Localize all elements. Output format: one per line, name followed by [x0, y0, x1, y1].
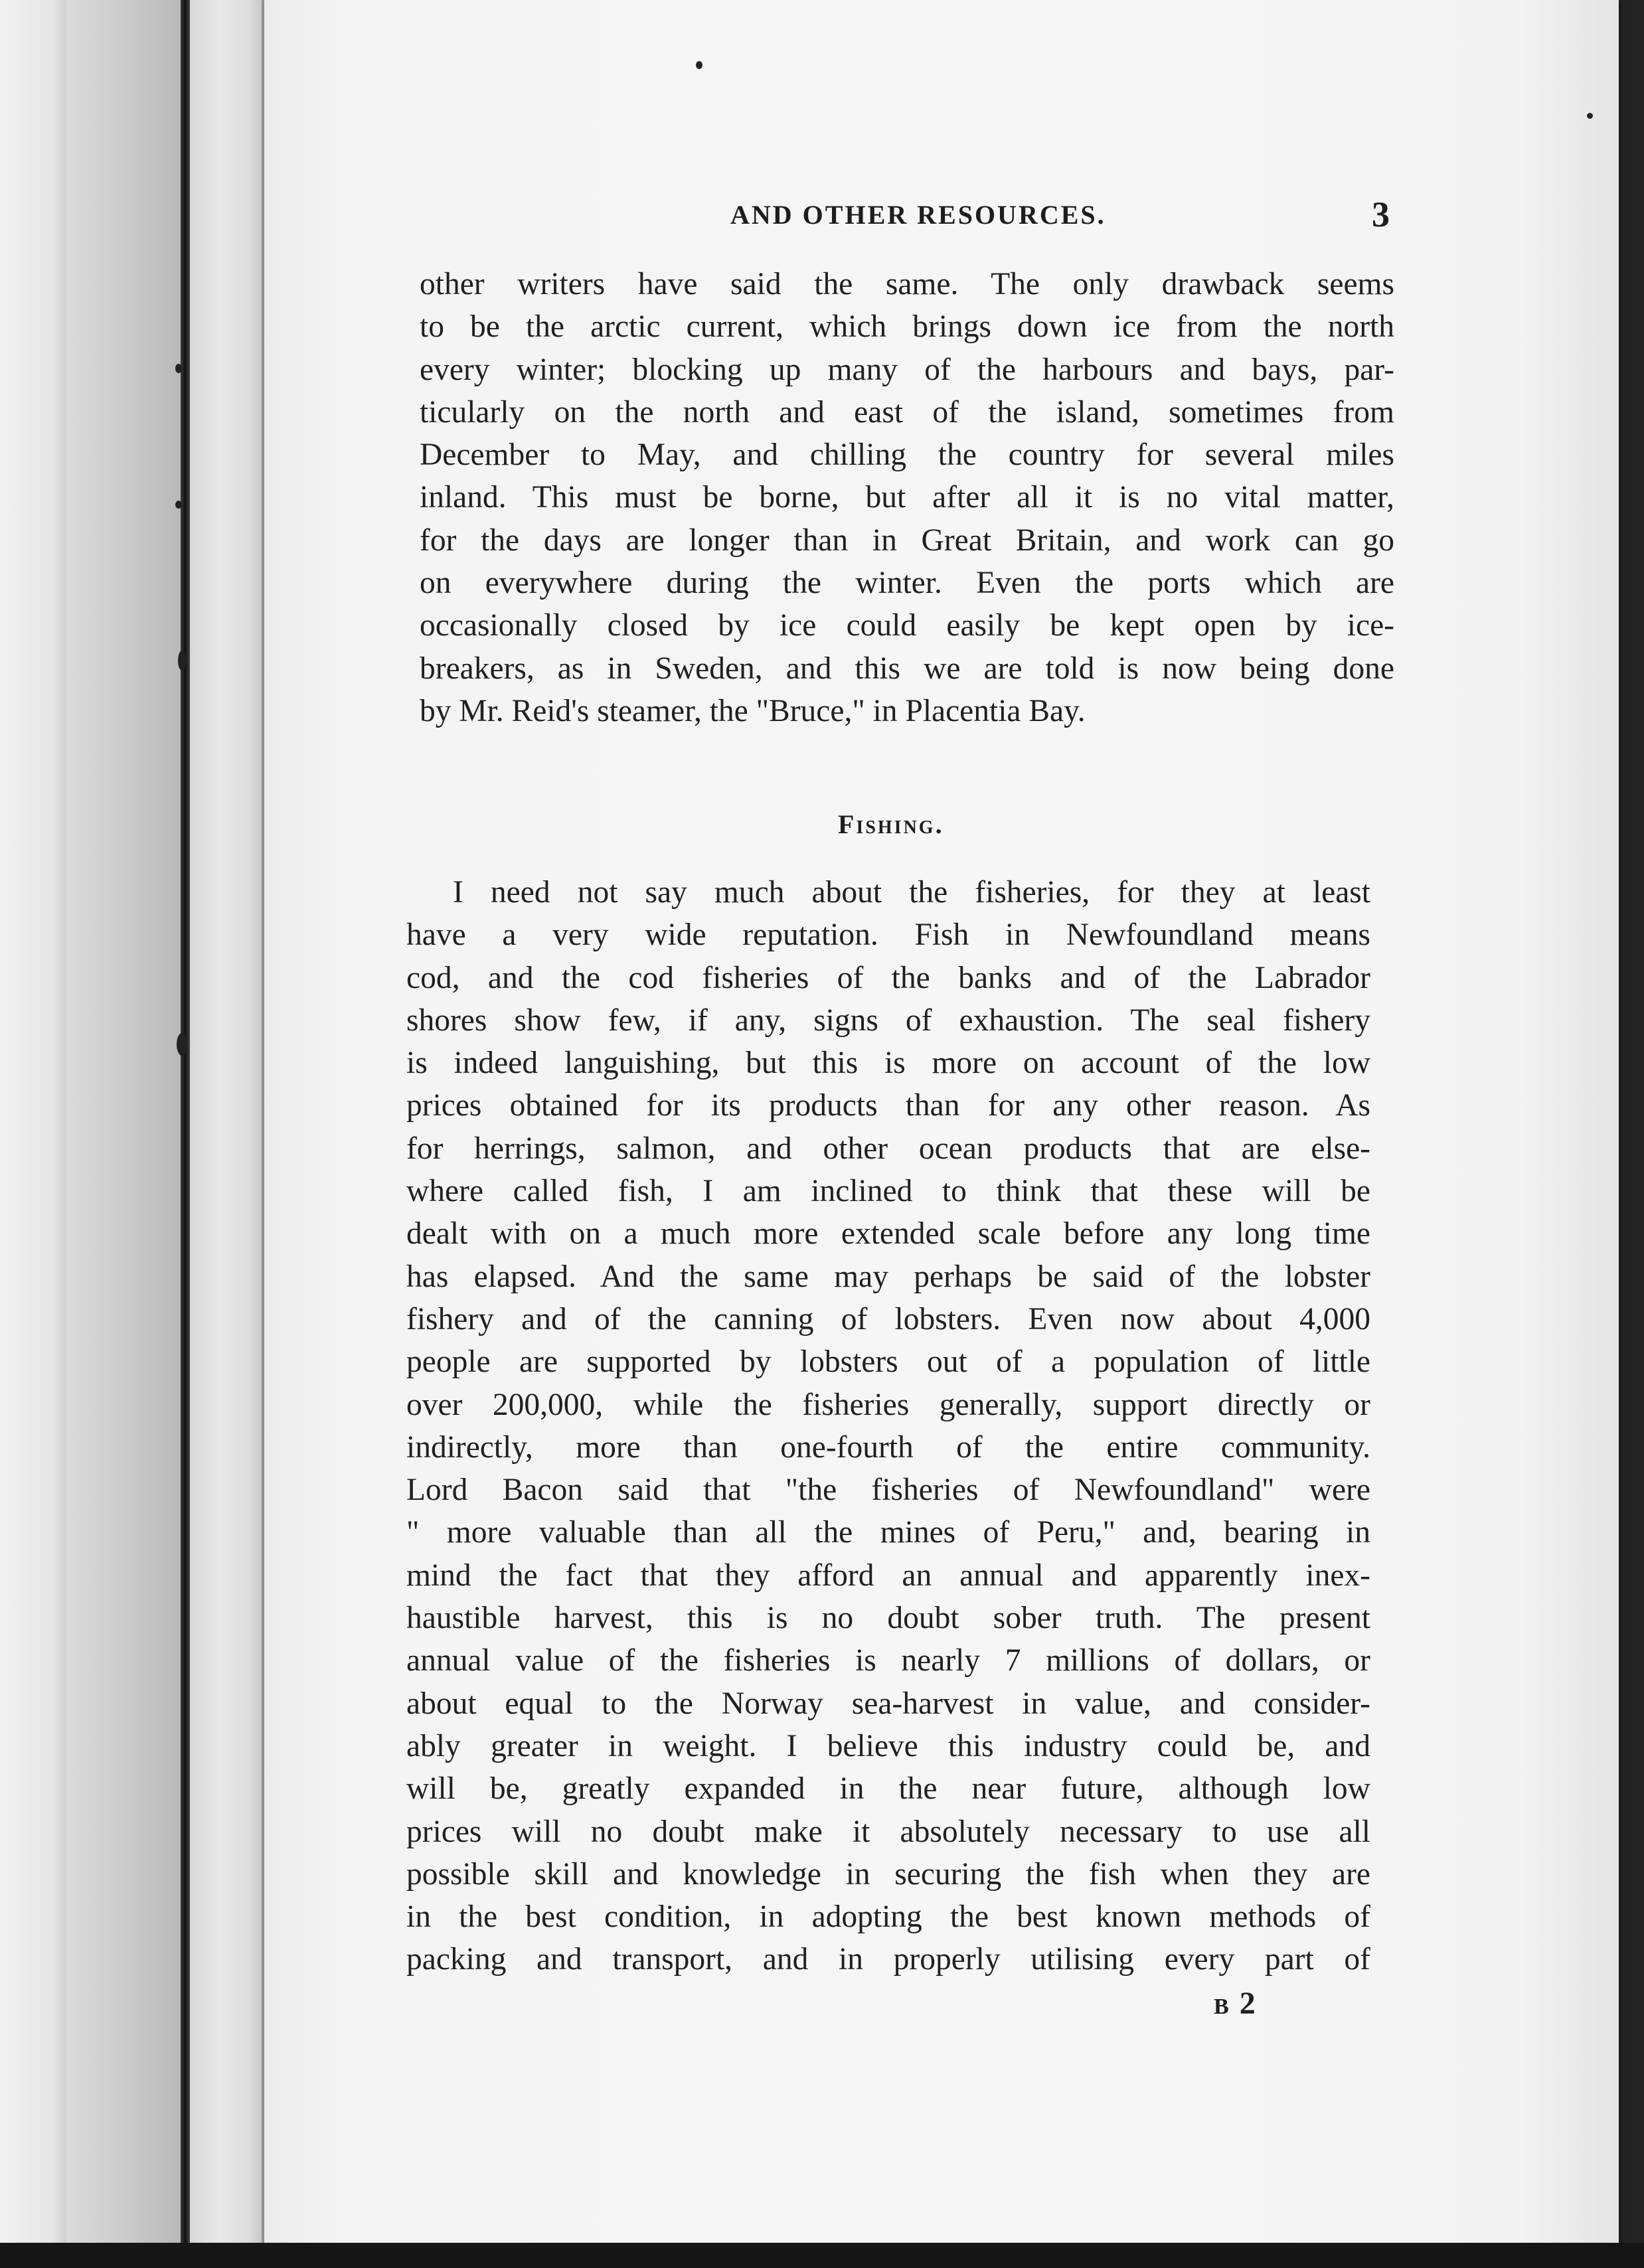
text-line: inland. This must be borne, but after all it is no vital matter,: [420, 480, 1394, 515]
text-line: prices obtained for its products than for any other reason. As: [406, 1088, 1370, 1123]
text-line: where called fish, I am inclined to think that these will be: [406, 1174, 1370, 1209]
page-bottom-shadow: [0, 2243, 1644, 2268]
text-line: ably greater in weight. I believe this industry could be, and: [406, 1728, 1370, 1763]
facing-page-margin: [0, 0, 66, 2268]
text-line: has elapsed. And the same may perhaps be said of the lobster: [406, 1259, 1370, 1294]
text-line: annual value of the fisheries is nearly 7 millions of dollars, or: [406, 1643, 1370, 1678]
book-gutter: [181, 0, 190, 2268]
text-line: over 200,000, while the fisheries generally, support directly or: [406, 1387, 1370, 1422]
text-line: by Mr. Reid's steamer, the "Bruce," in Placentia Bay.: [420, 693, 1086, 728]
text-line: ticularly on the north and east of the island, sometimes from: [420, 394, 1394, 430]
text-line: for the days are longer than in Great Britain, and work can go: [420, 523, 1394, 558]
text-line: haustible harvest, this is no doubt sober truth. The present: [406, 1601, 1370, 1636]
ink-speck: [175, 501, 182, 509]
text-line: about equal to the Norway sea-harvest in value, and consider-: [406, 1686, 1370, 1721]
ink-speck: [1587, 113, 1593, 119]
running-head: AND OTHER RESOURCES.: [730, 200, 1106, 230]
text-line: to be the arctic current, which brings down ice from the north: [420, 309, 1394, 345]
ink-speck: [177, 1033, 187, 1056]
signature-letter: B: [1214, 1994, 1230, 2019]
text-line: I need not say much about the fisheries, for they at least: [453, 875, 1370, 910]
text-line: every winter; blocking up many of the harbours and bays, par-: [420, 352, 1394, 387]
ink-speck: [178, 651, 186, 671]
text-line: December to May, and chilling the country for several miles: [420, 438, 1394, 473]
text-line: occasionally closed by ice could easily be kept open by ice-: [420, 608, 1394, 643]
text-line: fishery and of the canning of lobsters. Even now about 4,000: [406, 1301, 1370, 1336]
text-line: will be, greatly expanded in the near future, although low: [406, 1771, 1370, 1807]
text-line: mind the fact that they afford an annual and apparently inex-: [406, 1558, 1370, 1593]
ink-speck: [696, 61, 702, 69]
text-line: " more valuable than all the mines of Peru," and, bearing in: [406, 1515, 1370, 1550]
text-line: dealt with on a much more extended scale before any long time: [406, 1216, 1370, 1252]
text-line: indirectly, more than one-fourth of the entire community.: [406, 1429, 1370, 1465]
text-line: in the best condition, in adopting the best known methods of: [406, 1900, 1370, 1935]
signature-mark: [1214, 1985, 1256, 2022]
text-line: other writers have said the same. The only drawback seems: [420, 267, 1394, 301]
text-line: shores show few, if any, signs of exhaustion. The seal fishery: [406, 1003, 1370, 1038]
text-line: is indeed languishing, but this is more on account of the low: [406, 1046, 1370, 1081]
binding-stub: [190, 0, 264, 2268]
page-number: 3: [1372, 195, 1390, 234]
signature-number: 2: [1239, 1986, 1256, 2021]
text-line: prices will no doubt make it absolutely necessary to use all: [406, 1814, 1370, 1849]
text-line: possible skill and knowledge in securing the fish when they are: [406, 1856, 1370, 1892]
ink-speck: [175, 364, 182, 373]
text-line: breakers, as in Sweden, and this we are told is now being done: [420, 651, 1394, 686]
paragraph-fishing: [406, 871, 1370, 1981]
text-line: packing and transport, and in properly utilising every part of: [406, 1942, 1370, 1977]
paragraph-continued: [420, 263, 1394, 732]
text-line: on everywhere during the winter. Even the ports which are: [420, 566, 1394, 601]
text-line: cod, and the cod fisheries of the banks and of the Labrador: [406, 960, 1370, 995]
text-line: people are supported by lobsters out of a population of little: [406, 1344, 1370, 1380]
section-heading: Fishing.: [838, 809, 944, 839]
text-line: for herrings, salmon, and other ocean products that are else-: [406, 1131, 1370, 1166]
text-line: have a very wide reputation. Fish in Newfoundland means: [406, 918, 1370, 953]
text-line: Lord Bacon said that "the fisheries of Newfoundland" were: [406, 1473, 1370, 1508]
